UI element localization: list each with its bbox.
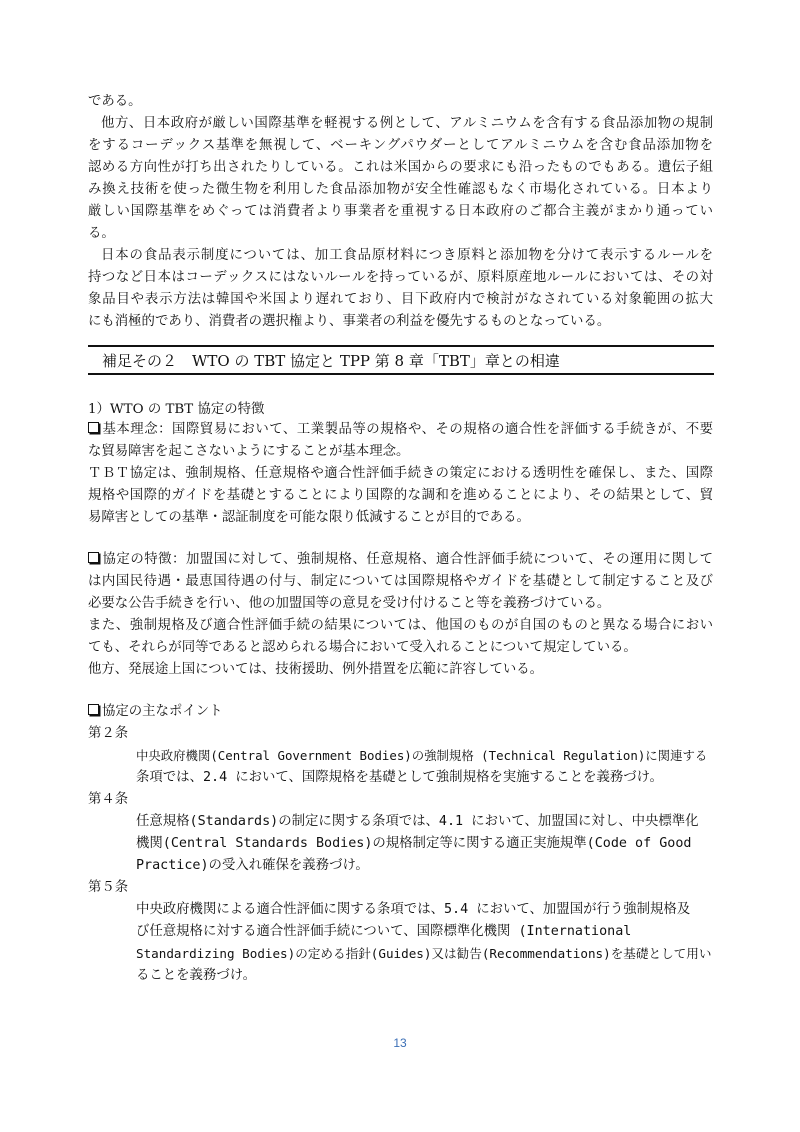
text-line: 他方、発展途上国については、技術援助、例外措置を広範に許容している。 [88,662,544,677]
text-line: 他方、日本政府が厳しい国際基準を軽視する例として、アルミニウムを含有する食品添加物の規制 [101,116,713,131]
text-line: な貿易障害を起こさないようにすることが基本理念。 [88,444,410,459]
text-line: 条項では、2.4 において、国際規格を基礎として強制規格を実施することを義務づけ。 [136,770,663,785]
text-line: 象品目や表示方法は韓国や米国より遅れており、目下政府内で検討がなされている対象範囲の拡大 [88,292,713,307]
text-span: 協定の特徴：加盟国に対して、強制規格、任意規格、適合性評価手続について、その運用に関して [102,552,713,567]
text-line: ても、それらが同等であると認められる場合において受入れることについて規定している。 [88,640,637,655]
text-line: 認める方向性が打ち出されたりしている。これは米国からの要求にも沿ったものでもある。遺伝子組 [88,160,713,175]
text-line: 中央政府機関(Central Government Bodies)の強制規格 (Technical Regulation)に関連する [136,748,708,763]
article-label: 第５条 [88,880,129,895]
text-line: は内国民待遇・最恵国待遇の付与、制定については国際規格やガイドを基礎として制定すること及び [88,574,713,589]
checkbox-bullet-icon [88,422,99,433]
text-line: び任意規格に対する適合性評価手続について、国際標準化機関 (International [136,924,632,939]
text-line: 日本の食品表示制度については、加工食品原材料につき原料と添加物を分けて表示するルールを [101,248,713,263]
text-span: 協定の主なポイント [102,704,223,719]
article-label: 第２条 [88,726,129,741]
text-line: Standardizing Bodies)の定める指針(Guides)又は勧告(Recommendations)を基礎として用い [136,946,712,961]
article-label: 第４条 [88,792,129,807]
text-line: 厳しい国際基準をめぐっては消費者より事業者を重視する日本政府のご都合主義がまかり通ってい [88,204,713,219]
text-line: にも消極的であり、消費者の選択権より、事業者の利益を優先するものとなっている。 [88,314,611,329]
page-number: 13 [393,1036,407,1050]
text-line: 任意規格(Standards)の制定に関する条項では、4.1 において、加盟国に対し、中央標準化 [136,814,699,829]
text-line: み換え技術を使った微生物を利用した食品添加物が安全性確認もなく市場化されている。日本より [88,182,713,197]
text-span: 基本理念：国際貿易において、工業製品等の規格や、その規格の適合性を評価する手続きが、不要 [102,422,713,437]
text-line: 機関(Central Standards Bodies)の規格制定等に関する適正実施規準(Code of Good [136,836,692,851]
text-line: 持つなど日本はコーデックスにはないルールを持っているが、原料原産地ルールにおいては、その対 [88,270,713,285]
text-line: 易障害としての基準・認証制度を可能な限り低減することが目的である。 [88,510,530,525]
text-line: 中央政府機関による適合性評価に関する条項では、5.4 において、加盟国が行う強制規格及 [136,902,691,917]
checkbox-bullet-icon [88,704,99,715]
text-line: をするコーデックス基準を無視して、ベーキングパウダーとしてアルミニウムを含む食品添加物を [88,138,713,153]
text-line: 必要な公告手続きを行い、他の加盟国等の意見を受け付けること等を義務づけている。 [88,596,611,611]
section-bottom-rule [88,373,714,375]
text-line [88,549,713,571]
text-line: る。 [88,226,115,241]
section-top-rule [88,345,714,347]
text-line: ＴＢＴ協定は、強制規格、任意規格や適合性評価手続きの策定における透明性を確保し、また、国際 [88,466,713,481]
checkbox-bullet-icon [88,552,99,563]
subsection-heading: 1）WTO の TBT 協定の特徴 [88,402,265,417]
points-heading [88,701,223,723]
text-line [88,419,713,441]
text-line: Practice)の受入れ確保を義務づけ。 [136,858,369,873]
text-line: また、強制規格及び適合性評価手続の結果については、他国のものが自国のものと異なる場合におい [88,618,713,633]
text-line: である。 [88,94,142,109]
text-line: ることを義務づけ。 [136,968,256,983]
section-title: 補足その２ WTO の TBT 協定と TPP 第 8 章「TBT」章との相違 [102,352,560,370]
text-line: 規格や国際的ガイドを基礎とすることにより国際的な調和を進めることにより、その結果として、貿 [88,488,713,503]
